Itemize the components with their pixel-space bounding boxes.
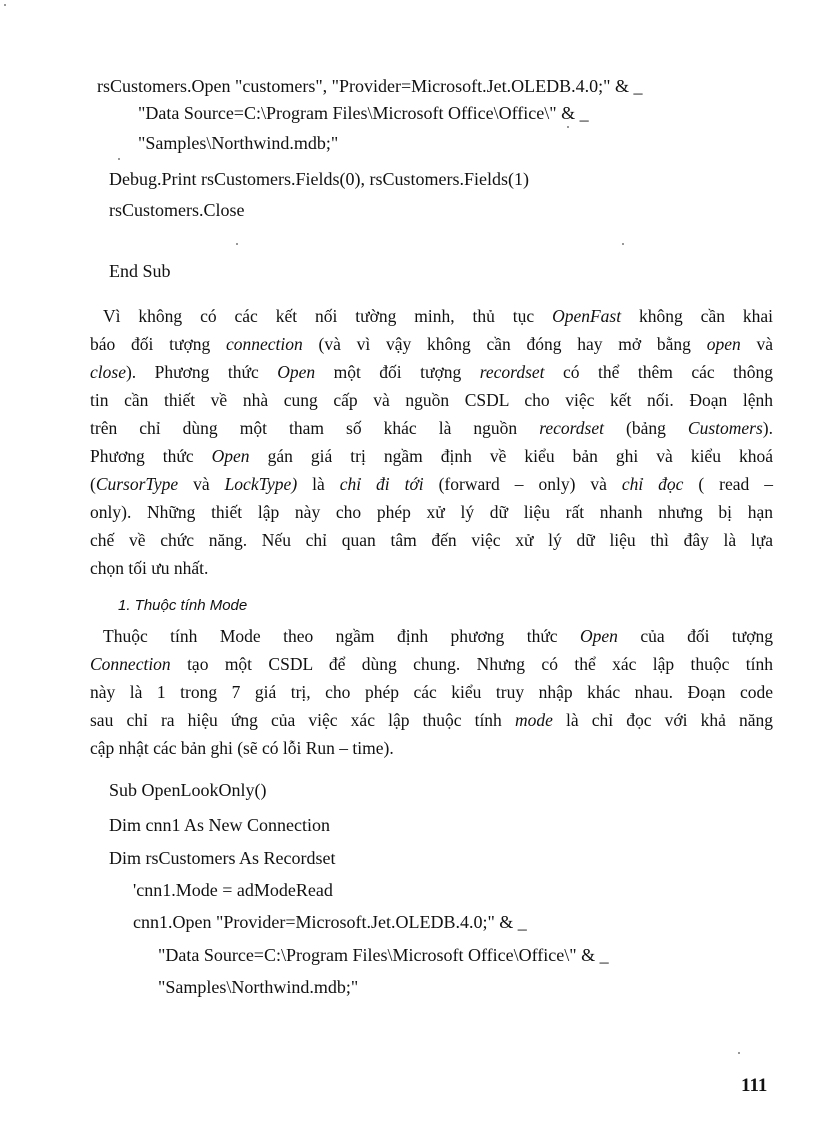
text-line: Phương thức Open gán giá trị ngầm định về kiểu bản ghi và kiểu khoá [90,446,773,466]
scan-speck [4,4,6,6]
page-number: 111 [741,1075,768,1096]
text-line: trên chỉ dùng một tham số khác là nguồn recordset (bảng Customers). [90,418,773,438]
code-line: "Data Source=C:\Program Files\Microsoft Office\Office\" & _ [138,103,589,123]
code-line: cnn1.Open "Provider=Microsoft.Jet.OLEDB.4.0;" & _ [133,912,527,932]
code-line: rsCustomers.Open "customers", "Provider=Microsoft.Jet.OLEDB.4.0;" & _ [97,76,643,96]
code-line: Debug.Print rsCustomers.Fields(0), rsCustomers.Fields(1) [109,169,529,189]
text-line: tin cần thiết về nhà cung cấp và nguồn CSDL cho việc kết nối. Đoạn lệnh [90,390,773,410]
text-line: only). Những thiết lập này cho phép xử lý dữ liệu rất nhanh nhưng bị hạn [90,502,773,522]
scan-speck [118,158,120,160]
code-line: Dim rsCustomers As Recordset [109,848,336,868]
paragraph [90,622,774,762]
paragraph [90,302,773,582]
code-line: rsCustomers.Close [109,200,245,220]
code-line: "Samples\Northwind.mdb;" [138,133,339,153]
text-line: Thuộc tính Mode theo ngầm định phương thức Open của đối tượng [103,626,774,646]
scan-speck [622,243,624,245]
text-line: chọn tối ưu nhất. [90,558,209,578]
code-line: "Data Source=C:\Program Files\Microsoft Office\Office\" & _ [158,945,609,965]
scan-speck [738,1052,740,1054]
text-line: (CursorType và LockType) là chỉ đi tới (forward – only) và chỉ đọc ( read – [90,474,773,494]
text-line: Connection tạo một CSDL để dùng chung. Nhưng có thể xác lập thuộc tính [90,654,773,674]
code-line: 'cnn1.Mode = adModeRead [133,880,333,900]
section-heading: 1. Thuộc tính Mode [118,597,248,614]
text-line: close). Phương thức Open một đối tượng recordset có thể thêm các thông [90,362,773,382]
text-line: chế về chức năng. Nếu chỉ quan tâm đến việc xử lý dữ liệu thì đây là lựa [90,530,773,550]
code-line: "Samples\Northwind.mdb;" [158,977,359,997]
text-line: cập nhật các bản ghi (sẽ có lỗi Run – time). [90,738,394,758]
text-line: báo đối tượng connection (và vì vậy không cần đóng hay mở bằng open và [90,334,773,354]
scan-speck [236,243,238,245]
text-line: sau chỉ ra hiệu ứng của việc xác lập thuộc tính mode là chỉ đọc với khả năng [90,710,773,730]
code-line: End Sub [109,261,171,281]
text-line: này là 1 trong 7 giá trị, cho phép các kiểu truy nhập khác nhau. Đoạn code [90,682,773,702]
scan-speck [567,126,569,128]
code-line: Sub OpenLookOnly() [109,780,267,800]
code-line: Dim cnn1 As New Connection [109,815,330,835]
text-line: Vì không có các kết nối tường minh, thủ tục OpenFast không cần khai [103,306,773,326]
